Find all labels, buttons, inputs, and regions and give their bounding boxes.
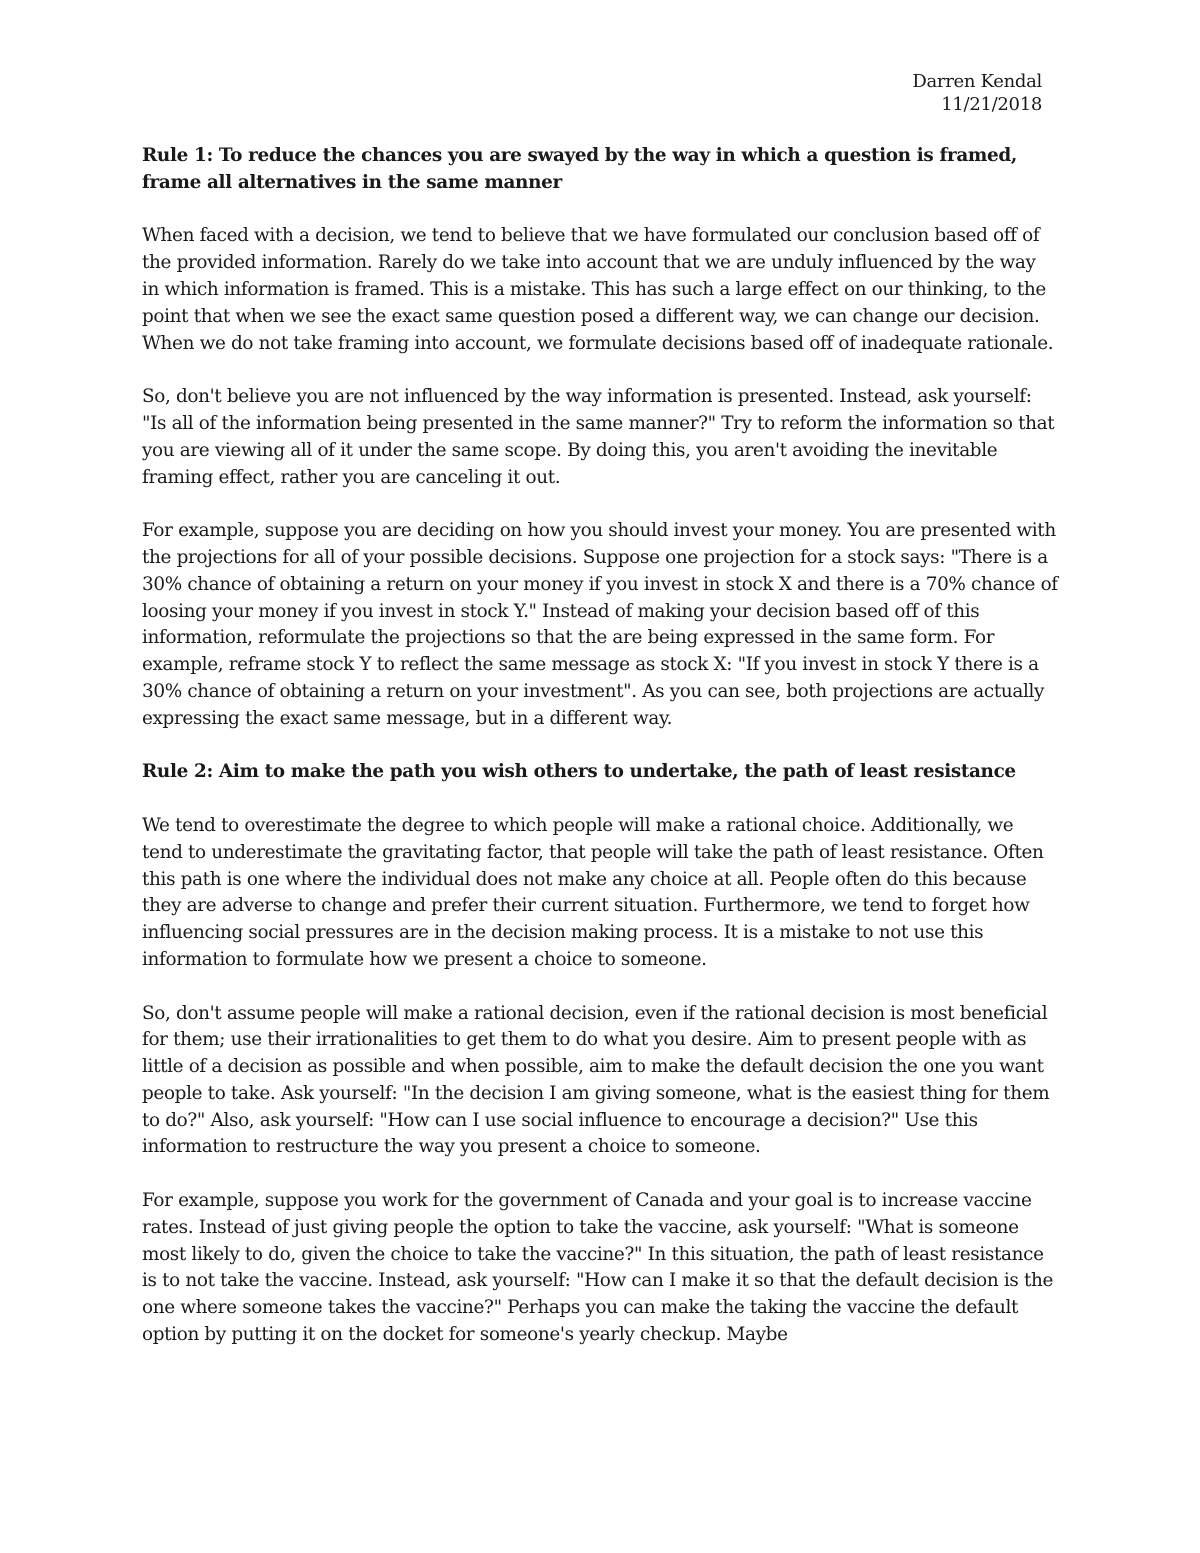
document-header — [912, 70, 1042, 116]
rule-2-paragraph: So, don't assume people will make a rational decision, even if the rational decision is most beneficial for them; use their irrationalities to get them to do what you desire. Aim to present people with as little of a decision as possible and when possible, aim to make the default decision the one you want people to take. Ask yourself: "In the decision I am giving someone, what is the easiest thing for them to do?" Also, ask yourself: "How can I use social influence to encourage a decision?" Use this information to restructure the way you present a choice to someone. — [142, 1002, 1050, 1158]
author-name: Darren Kendal — [912, 71, 1042, 92]
rule-2-paragraph: We tend to overestimate the degree to which people will make a rational choice. Additionally, we tend to underestimate the gravitating factor, that people will take the path of least resistance. Often this path is one where the individual does not make any choice at all. People often do this because they are adverse to change and prefer their current situation. Furthermore, we tend to forget how influencing social pressures are in the decision making process. It is a mistake to not use this information to formulate how we present a choice to someone. — [142, 814, 1044, 970]
rule-1-paragraph: For example, suppose you are deciding on how you should invest your money. You are presented with the projections for all of your possible decisions. Suppose one projection for a stock says: "There is a 30% chance of obtaining a return on your money if you invest in stock X and there is a 70% chance of loosing your money if you invest in stock Y." Instead of making your decision based off of this information, reformulate the projections so that the are being expressed in the same form. For example, reframe stock Y to reflect the same message as stock X: "If you invest in stock Y there is a 30% chance of obtaining a return on your investment". As you can see, both projections are actually expressing the exact same message, but in a different way. — [142, 520, 1058, 729]
rule-1-section — [142, 143, 1058, 733]
document-body — [142, 143, 1058, 1349]
rule-1-paragraph: So, don't believe you are not influenced by the way information is presented. Instead, ask yourself: "Is all of the information being presented in the same manner?" Try to reform the information so that you are viewing all of it under the same scope. By doing this, you aren't avoiding the inevitable framing effect, rather you are canceling it out. — [142, 386, 1055, 488]
rule-1-heading: Rule 1: To reduce the chances you are swayed by the way in which a question is framed, frame all alternatives in the same manner — [142, 145, 1017, 193]
rule-2-heading: Rule 2: Aim to make the path you wish others to undertake, the path of least resistance — [142, 761, 1016, 783]
document-date: 11/21/2018 — [941, 94, 1042, 115]
rule-2-paragraph: For example, suppose you work for the government of Canada and your goal is to increase vaccine rates. Instead of just giving people the option to take the vaccine, ask yourself: "What is someone most likely to do, given the choice to take the vaccine?" In this situation, the path of least resistance is to not take the vaccine. Instead, ask yourself: "How can I make it so that the default decision is the one where someone takes the vaccine?" Perhaps you can make the taking the vaccine the default option by putting it on the docket for someone's yearly checkup. Maybe — [142, 1190, 1054, 1346]
rule-1-paragraph: When faced with a decision, we tend to believe that we have formulated our conclusion based off of the provided information. Rarely do we take into account that we are unduly influenced by the way in which information is framed. This is a mistake. This has such a large effect on our thinking, to the point that when we see the exact same question posed a different way, we can change our decision. When we do not take framing into account, we formulate decisions based off of inadequate rationale. — [142, 225, 1054, 354]
rule-2-section — [142, 759, 1058, 1349]
